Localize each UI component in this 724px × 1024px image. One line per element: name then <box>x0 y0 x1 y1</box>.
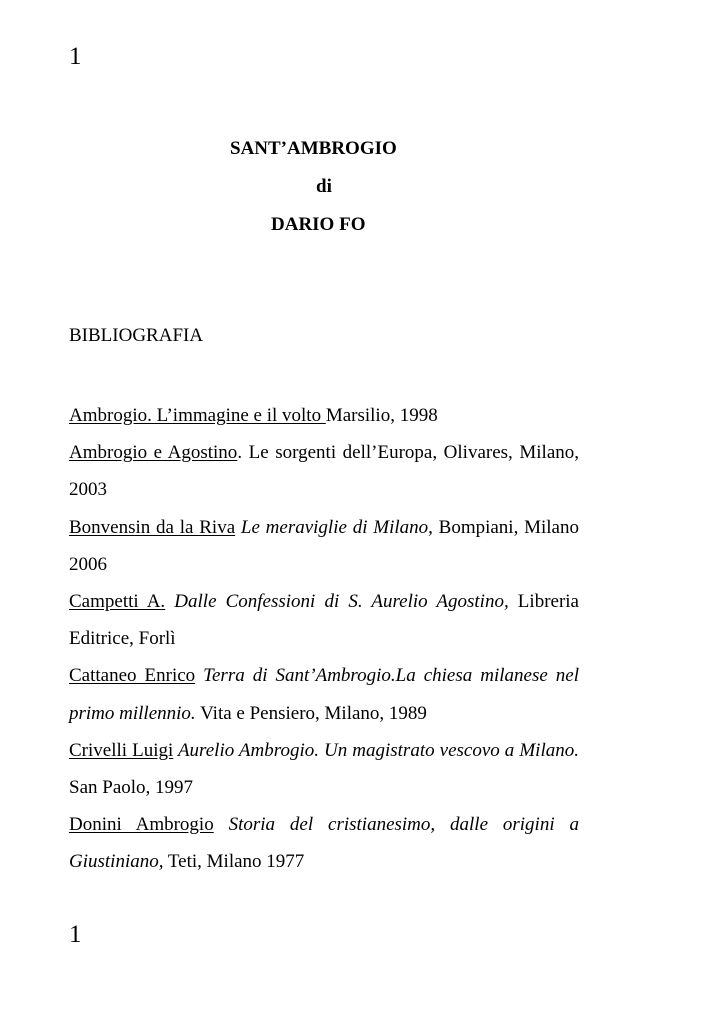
bibliography-entry <box>69 732 579 806</box>
entry-author: Bonvensin da la Riva <box>69 516 236 538</box>
entry-publisher: Marsilio, 1998 <box>325 405 438 426</box>
entry-title: Le meraviglie di Milano, <box>235 516 433 538</box>
entry-publisher: . Le sorgenti dell’Europa, Olivares, Milano, 2003 <box>69 442 580 501</box>
bibliography-entry <box>69 509 579 583</box>
bibliography-entry <box>69 806 579 880</box>
entry-publisher: Vita e Pensiero, Milano, 1989 <box>195 702 427 724</box>
entry-author: Crivelli Luigi <box>69 739 174 761</box>
bibliography-entry <box>69 583 579 657</box>
title-line-2: di <box>316 176 332 197</box>
entry-publisher: Teti, Milano 1977 <box>163 851 305 873</box>
entry-publisher: Bompiani, Milano 2006 <box>69 516 579 575</box>
entry-author: Ambrogio. L’immagine e il volto <box>69 405 326 426</box>
entry-author: Cattaneo Enrico <box>69 665 196 687</box>
bibliography-entry <box>69 397 579 434</box>
entry-title: Terra di Sant’Ambrogio.La chiesa milanese nel primo millennio. <box>69 665 579 724</box>
bibliography-list <box>69 397 579 881</box>
entry-author: Campetti A. <box>69 591 166 613</box>
entry-publisher: Libreria Editrice, Forlì <box>69 591 579 650</box>
entry-publisher: San Paolo, 1997 <box>69 777 194 799</box>
entry-title: Dalle Confessioni di S. Aurelio Agostino, <box>165 591 509 613</box>
section-heading: BIBLIOGRAFIA <box>69 325 204 346</box>
page-number-top: 1 <box>69 43 82 70</box>
entry-title: Storia del cristianesimo, dalle origini a Giustiniano, <box>69 814 579 873</box>
entry-title: Aurelio Ambrogio. Un magistrato vescovo a Milano. <box>173 739 579 761</box>
page-number-bottom: 1 <box>69 921 82 948</box>
entry-author: Donini Ambrogio <box>69 814 214 836</box>
title-line-3: DARIO FO <box>271 214 366 235</box>
title-line-1: SANT’AMBROGIO <box>230 138 397 159</box>
bibliography-entry <box>69 434 579 508</box>
entry-author: Ambrogio e Agostino <box>69 442 238 464</box>
bibliography-entry <box>69 657 579 731</box>
